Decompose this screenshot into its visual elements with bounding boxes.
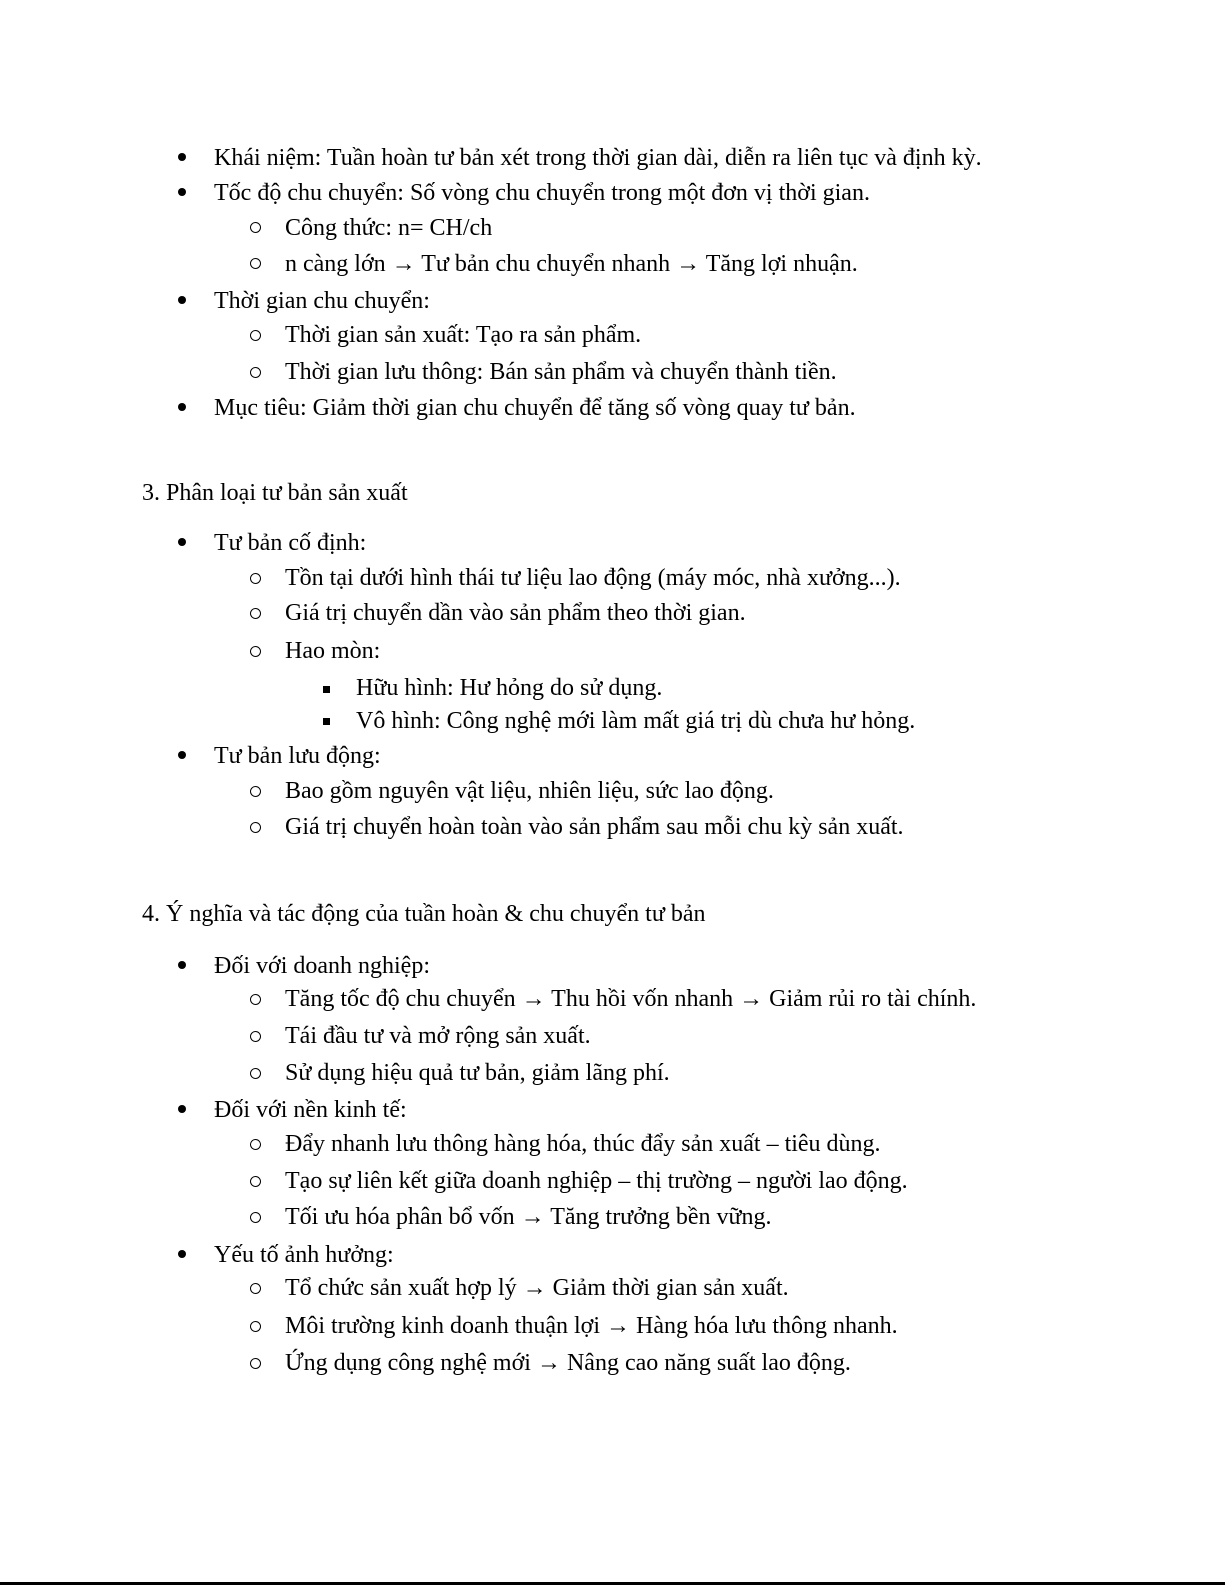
bullet-circle [250, 1212, 261, 1223]
bullet-circle [250, 1321, 261, 1332]
list-item: Khái niệm: Tuần hoàn tư bản xét trong thời gian dài, diễn ra liên tục và định kỳ. [214, 145, 982, 171]
list-item: Hữu hình: Hư hỏng do sử dụng. [356, 675, 663, 701]
bullet-circle [250, 608, 261, 619]
list-item: n càng lớn → Tư bản chu chuyển nhanh → Tăng lợi nhuận. [285, 251, 858, 277]
bullet-dot [178, 538, 186, 546]
list-item: Đối với nền kinh tế: [214, 1097, 407, 1123]
list-item: Vô hình: Công nghệ mới làm mất giá trị dù chưa hư hỏng. [356, 708, 916, 734]
list-item: Tốc độ chu chuyển: Số vòng chu chuyển trong một đơn vị thời gian. [214, 180, 870, 206]
list-item: Tăng tốc độ chu chuyển → Thu hồi vốn nhanh → Giảm rủi ro tài chính. [285, 986, 977, 1012]
bullet-circle [250, 994, 261, 1005]
bullet-dot [178, 296, 186, 304]
bullet-circle [250, 1358, 261, 1369]
list-item: Thời gian chu chuyển: [214, 288, 430, 314]
bullet-circle [250, 258, 261, 269]
bullet-dot [178, 1105, 186, 1113]
bullet-circle [250, 646, 261, 657]
list-item: Đối với doanh nghiệp: [214, 953, 430, 979]
list-item: Tổ chức sản xuất hợp lý → Giảm thời gian sản xuất. [285, 1275, 789, 1301]
list-item: Mục tiêu: Giảm thời gian chu chuyển để tăng số vòng quay tư bản. [214, 395, 856, 421]
list-item: Công thức: n= CH/ch [285, 215, 493, 241]
list-item: Tối ưu hóa phân bổ vốn → Tăng trưởng bền vững. [285, 1204, 772, 1230]
list-item: Ứng dụng công nghệ mới → Nâng cao năng suất lao động. [285, 1350, 851, 1376]
bullet-circle [250, 822, 261, 833]
bullet-circle [250, 1139, 261, 1150]
bullet-circle [250, 222, 261, 233]
bullet-dot [178, 403, 186, 411]
list-item: Môi trường kinh doanh thuận lợi → Hàng hóa lưu thông nhanh. [285, 1313, 898, 1339]
list-item: Sử dụng hiệu quả tư bản, giảm lãng phí. [285, 1060, 670, 1086]
section-heading: 4. Ý nghĩa và tác động của tuần hoàn & chu chuyển tư bản [142, 901, 706, 927]
list-item: Đẩy nhanh lưu thông hàng hóa, thúc đẩy sản xuất – tiêu dùng. [285, 1131, 881, 1157]
bullet-dot [178, 188, 186, 196]
bullet-circle [250, 1031, 261, 1042]
list-item: Tư bản lưu động: [214, 743, 381, 769]
bullet-circle [250, 330, 261, 341]
bullet-circle [250, 1176, 261, 1187]
bullet-dot [178, 751, 186, 759]
section-heading: 3. Phân loại tư bản sản xuất [142, 480, 408, 506]
list-item: Hao mòn: [285, 638, 381, 664]
bullet-square [323, 718, 330, 725]
bullet-square [323, 686, 330, 693]
list-item: Tồn tại dưới hình thái tư liệu lao động (máy móc, nhà xưởng...). [285, 565, 901, 591]
list-item: Giá trị chuyển dần vào sản phẩm theo thời gian. [285, 600, 746, 626]
bullet-circle [250, 367, 261, 378]
list-item: Giá trị chuyển hoàn toàn vào sản phẩm sau mỗi chu kỳ sản xuất. [285, 814, 904, 840]
bullet-circle [250, 1068, 261, 1079]
bullet-circle [250, 1283, 261, 1294]
list-item: Tạo sự liên kết giữa doanh nghiệp – thị trường – người lao động. [285, 1168, 908, 1194]
bullet-dot [178, 153, 186, 161]
list-item: Yếu tố ảnh hưởng: [214, 1242, 394, 1268]
list-item: Thời gian sản xuất: Tạo ra sản phẩm. [285, 322, 642, 348]
bullet-circle [250, 786, 261, 797]
list-item: Bao gồm nguyên vật liệu, nhiên liệu, sức lao động. [285, 778, 774, 804]
list-item: Tái đầu tư và mở rộng sản xuất. [285, 1023, 591, 1049]
list-item: Thời gian lưu thông: Bán sản phẩm và chuyển thành tiền. [285, 359, 837, 385]
bullet-dot [178, 1250, 186, 1258]
list-item: Tư bản cố định: [214, 530, 367, 556]
bullet-dot [178, 961, 186, 969]
bullet-circle [250, 573, 261, 584]
